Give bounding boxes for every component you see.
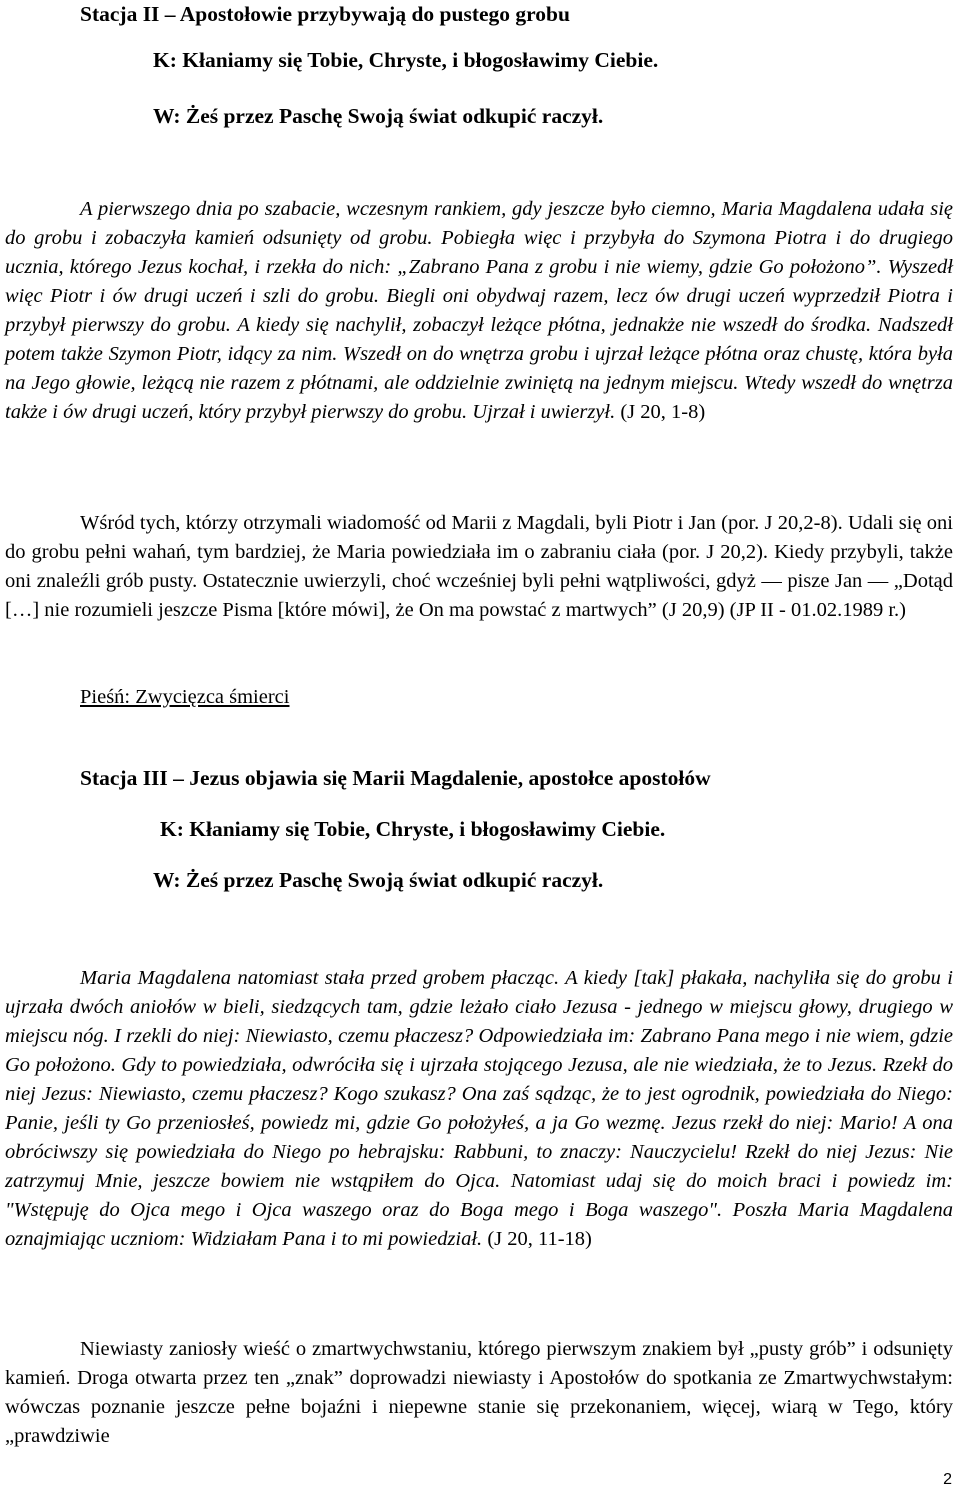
page-number: 2 (943, 1471, 952, 1488)
station-3-gospel-text: Maria Magdalena natomiast stała przed grobem płacząc. A kiedy [tak] płakała, nachyliła się do grobu i ujrzała dwóch aniołów w bieli, siedzących tam, gdzie leżało ciało Jezusa - jednego w miejscu głowy, drugiego w miejscu nóg. I rzekli do niej: Niewiasto, czemu płaczesz? Odpowiedziała im: Zabrano Pana mego i nie wiem, gdzie Go położono. Gdy to powiedziała, odwróciła się i ujrzała stojącego Jezusa, ale nie wiedziała, że to Jezus. Rzekł do niej Jezus: Niewiasto, czemu płaczesz? Kogo szukasz? Ona zaś sądząc, że to jest ogrodnik, powiedziała do Niego: Panie, jeśli ty Go przeniosłeś, powiedz mi, gdzie Go położyłeś, a ja Go wezmę. Jezus rzekł do niej: Mario! A ona obróciwszy się powiedziała do Niego po hebrajsku: Rabbuni, to znaczy: Nauczycielu! Rzekł do niej Jezus: Nie zatrzymuj Mnie, jeszcze bowiem nie wstąpiłem do Ojca. Natomiast udaj się do moich braci i powiedz im: "Wstępuję do Ojca mego i Ojca waszego oraz do Boga mego i Boga waszego". Poszła Maria Magdalena oznajmiając uczniom: Widziałam Pana i to mi powiedział. (5, 967, 953, 1250)
station-3-reflection: Niewiasty zaniosły wieść o zmartwychwstaniu, którego pierwszym znakiem był „pusty grób” i odsunięty kamień. Droga otwarta przez ten „znak” doprowadzi niewiasty i Apostołów do spotkania ze Zmartwychwstałym: wówczas poznanie jeszcze pełne bojaźni i niepewne stanie się przekonaniem, więcej, wiarą w Tego, który „prawdziwie (5, 1338, 953, 1447)
station-3-response-w: W: Żeś przez Paschę Swoją świat odkupić raczył. (153, 868, 604, 892)
station-3-gospel-reference: (J 20, 11-18) (482, 1228, 592, 1250)
station-2-reflection: Wśród tych, którzy otrzymali wiadomość od Marii z Magdali, byli Piotr i Jan (por. J 20,2-8). Udali się oni do grobu pełni wahań, tym bardziej, że Maria powiedziała im o zabraniu ciała (por. J 20,2). Kiedy przybyli, także oni znaleźli grób pusty. Ostatecznie uwierzyli, choć wcześniej byli pełni wątpliwości, gdyż — pisze Jan — „Dotąd […] nie rozumieli jeszcze Pisma [które mówi], że On ma powstać z martwych” (J 20,9) (JP II - 01.02.1989 r.) (5, 512, 953, 621)
station-3-response-k: K: Kłaniamy się Tobie, Chryste, i błogosławimy Ciebie. (160, 817, 666, 841)
station-2-response-k: K: Kłaniamy się Tobie, Chryste, i błogosławimy Ciebie. (153, 48, 659, 72)
station-3-gospel (5, 964, 953, 1254)
station-2-title: Stacja II – Apostołowie przybywają do pustego grobu (80, 2, 570, 26)
station-2-gospel-reference: (J 20, 1-8) (615, 401, 706, 423)
station-3-title: Stacja III – Jezus objawia się Marii Magdalenie, apostołce apostołów (80, 766, 711, 790)
station-2-gospel-text: A pierwszego dnia po szabacie, wczesnym rankiem, gdy jeszcze było ciemno, Maria Magdalena udała się do grobu i zobaczyła kamień odsunięty od grobu. Pobiegła więc i przybyła do Szymona Piotra i do drugiego ucznia, którego Jezus kochał, i rzekła do nich: „Zabrano Pana z grobu i nie wiemy, gdzie Go położono”. Wyszedł więc Piotr i ów drugi uczeń i szli do grobu. Biegli oni obydwaj razem, lecz ów drugi uczeń wyprzedził Piotra i przybył pierwszy do grobu. A kiedy się nachylił, zobaczył leżące płótna, jednakże nie wszedł do środka. Nadszedł potem także Szymon Piotr, idący za nim. Wszedł on do wnętrza grobu i ujrzał leżące płótna oraz chustę, która była na Jego głowie, leżącą nie razem z płótnami, ale oddzielnie zwiniętą na jednym miejscu. Wtedy wszedł do wnętrza także i ów drugi uczeń, który przybył pierwszy do grobu. Ujrzał i uwierzył. (5, 198, 953, 423)
station-2-gospel (5, 195, 953, 427)
station-2-response-w: W: Żeś przez Paschę Swoją świat odkupić raczył. (153, 104, 604, 128)
station-2-song: Pieśń: Zwycięzca śmierci (80, 686, 290, 708)
